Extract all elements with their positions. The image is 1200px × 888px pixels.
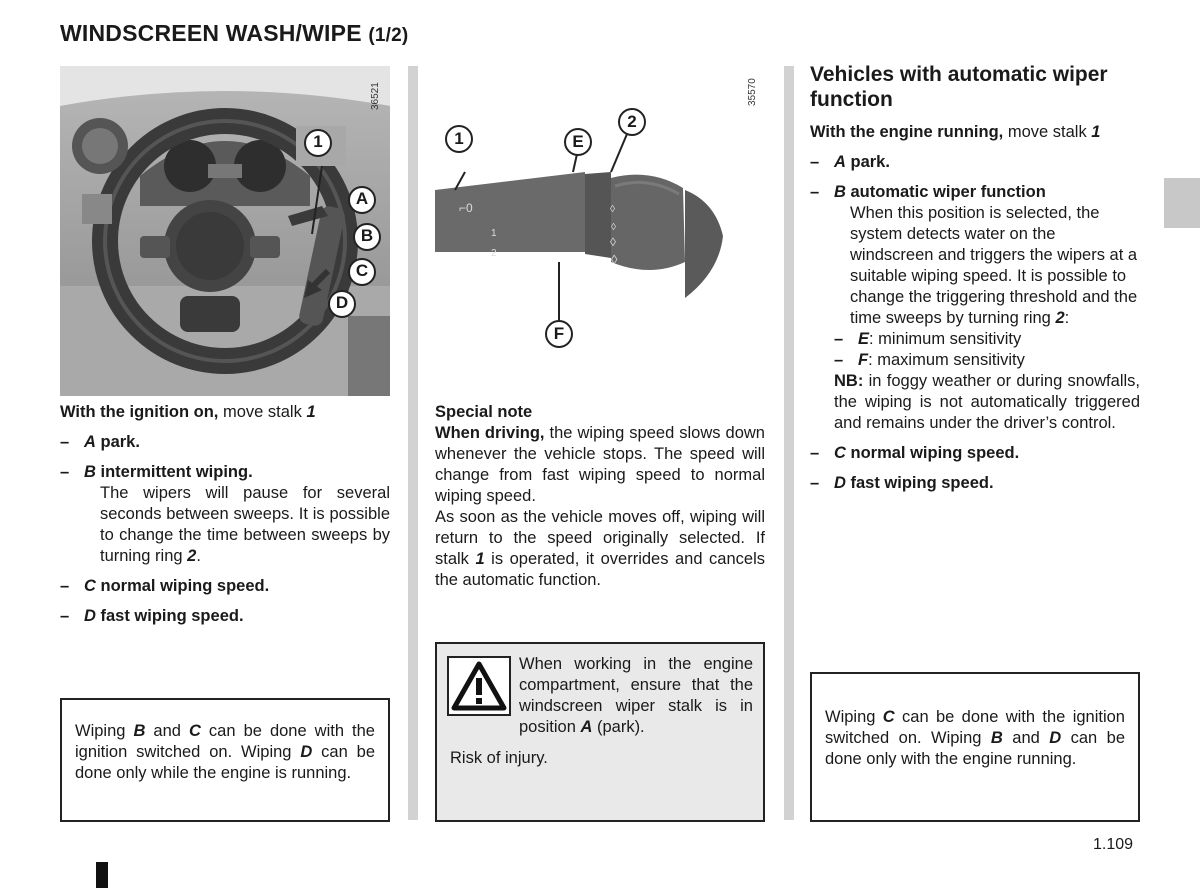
callout-d: D [335, 293, 349, 312]
left-item-c: – C normal wiping speed. [60, 577, 270, 595]
callout-a: A [355, 189, 369, 208]
page-title [60, 20, 408, 47]
corner-crop-mark [96, 862, 108, 888]
right-item-b-label: automatic wiper function [845, 183, 1046, 201]
warning-text-2: (park). [592, 718, 645, 736]
driving-text: the wiping speed slows down whenever the vehicle stops. The speed will change from fast wiping speed to normal wiping speed. [435, 424, 765, 505]
moves-off-stalk: 1 [475, 550, 485, 568]
right-subitem-f: – F: maximum sensitivity [834, 351, 1025, 369]
left-item-b-letter: B [84, 463, 96, 481]
left-item-d-label: fast wiping speed. [95, 607, 244, 625]
right-subitem-f-label: : maximum sensitivity [868, 351, 1025, 369]
moves-off-paragraph [435, 507, 765, 591]
callout-1: 1 [313, 132, 323, 151]
warning-triangle-icon [447, 656, 511, 716]
right-note-c: C [882, 708, 895, 726]
right-nb-label: NB: [834, 372, 864, 390]
left-item-b-label: intermittent wiping. [95, 463, 253, 481]
auto-wiper-heading: Vehicles with automatic wiper function [810, 63, 1108, 111]
left-item-a-letter: A [84, 433, 96, 451]
right-item-d-label: fast wiping speed. [845, 474, 994, 492]
left-note-b: B [133, 722, 146, 740]
left-b-detail-end: . [196, 547, 201, 565]
left-item-c-label: normal wiping speed. [95, 577, 270, 595]
right-intro-bold: With the engine running, [810, 123, 1004, 141]
page-title-suffix: (1/2) [368, 25, 409, 46]
right-item-a: – A park. [810, 153, 890, 171]
right-note-b: B [990, 729, 1003, 747]
left-note-d: D [300, 743, 313, 761]
left-note-t2: and [145, 722, 189, 740]
driving-paragraph [435, 423, 765, 507]
left-intro-stalk: 1 [306, 403, 316, 421]
svg-text:2: 2 [491, 248, 497, 259]
callout-1-stalk: 1 [454, 129, 464, 148]
right-b-detail-ring: 2 [1055, 309, 1065, 327]
left-b-detail-ring: 2 [187, 547, 197, 565]
middle-column-text [435, 402, 765, 591]
warning-box [435, 642, 765, 822]
right-note-t3: and [1002, 729, 1050, 747]
right-item-a-label: park. [845, 153, 890, 171]
right-note-t4: can be done only with the engine running. [825, 729, 1126, 768]
right-b-detail-end: : [1064, 309, 1070, 327]
left-note-t3: can be done with the ignition switched on. Wiping [75, 722, 375, 761]
left-note-t1: Wiping [75, 722, 134, 740]
wiper-stalk-illustration [435, 66, 765, 366]
right-item-a-letter: A [834, 153, 846, 171]
right-b-detail-text: When this position is selected, the system detects water on the windscreen and triggers the wipers at a suitable wiping speed. It is possible to change the triggering threshold and the time sweeps by turning ring [850, 204, 1138, 327]
special-note-title-text: Special note [435, 403, 533, 421]
image-code-36521: 36521 [370, 82, 381, 110]
steering-wheel-illustration [60, 66, 390, 396]
right-intro [810, 122, 1140, 143]
right-item-b: – B automatic wiper function [810, 183, 1046, 201]
right-nb-paragraph [810, 371, 1140, 434]
svg-text:◊: ◊ [610, 235, 616, 249]
left-item-a-label: park. [95, 433, 140, 451]
right-note-box [810, 672, 1140, 822]
left-item-d-letter: D [84, 607, 96, 625]
right-note-d: D [1049, 729, 1062, 747]
callout-2-ring: 2 [627, 112, 637, 131]
left-note-t4: can be done only while the engine is running. [75, 743, 375, 782]
warning-text-1: When working in the engine compartment, ensure that the windscreen wiper stalk is in position [519, 655, 753, 736]
wiper-stalk-drawing [435, 66, 765, 366]
right-subitem-e: – E: minimum sensitivity [834, 330, 1022, 348]
right-item-b-letter: B [834, 183, 846, 201]
moves-off-text-1: As soon as the vehicle moves off, wiping will return to the speed originally selected. If stalk [435, 508, 765, 568]
svg-text:◊: ◊ [611, 222, 616, 233]
right-item-d-letter: D [834, 474, 846, 492]
right-subitem-e-label: : minimum sensitivity [869, 330, 1022, 348]
page-number: 1.109 [1093, 836, 1134, 853]
right-subitem-f-letter: F [858, 351, 869, 369]
right-item-b-detail [810, 203, 1140, 329]
right-subitem-e-letter: E [858, 330, 870, 348]
right-intro-stalk: 1 [1091, 123, 1101, 141]
right-item-c: – C normal wiping speed. [810, 444, 1020, 462]
callout-b: B [360, 226, 374, 245]
left-item-c-letter: C [84, 577, 96, 595]
column-divider-right [784, 66, 794, 820]
left-intro [60, 402, 390, 423]
callout-c: C [355, 261, 369, 280]
left-note-box [60, 698, 390, 822]
page-title-main: WINDSCREEN WASH/WIPE [60, 20, 362, 46]
right-nb-text: in foggy weather or during snowfalls, the wiping is not automatically triggered and remains under the driver’s control. [834, 372, 1140, 432]
left-intro-rest: move stalk [218, 403, 307, 421]
svg-text:1: 1 [491, 228, 497, 239]
special-note-title [435, 402, 765, 423]
right-item-c-label: normal wiping speed. [845, 444, 1020, 462]
right-item-c-letter: C [834, 444, 846, 462]
side-tab-marker [1164, 178, 1200, 228]
left-item-b: – B intermittent wiping. [60, 463, 253, 481]
right-item-d: – D fast wiping speed. [810, 474, 994, 492]
right-note-t1: Wiping [825, 708, 883, 726]
svg-text:◊: ◊ [610, 204, 615, 215]
right-column-text [810, 122, 1140, 494]
warning-risk: Risk of injury. [450, 749, 548, 767]
warning-position-a: A [580, 718, 593, 736]
left-item-b-detail [60, 483, 390, 567]
left-b-detail-text: The wipers will pause for several seconds between sweeps. It is possible to change the time between sweeps by turning ring [100, 484, 390, 565]
callout-e: E [572, 132, 584, 151]
left-intro-bold: With the ignition on, [60, 403, 219, 421]
warning-text [519, 654, 753, 738]
left-item-d: – D fast wiping speed. [60, 607, 244, 625]
callout-f: F [553, 324, 565, 343]
svg-text:◊: ◊ [611, 252, 618, 267]
left-item-a: – A park. [60, 433, 140, 451]
steering-wheel-drawing [60, 66, 390, 396]
image-code-35570: 35570 [747, 78, 758, 106]
svg-text:⌐0: ⌐0 [459, 201, 473, 215]
driving-bold: When driving, [435, 424, 545, 442]
column-divider-left [408, 66, 418, 820]
left-column-text [60, 402, 390, 627]
right-intro-rest: move stalk [1003, 123, 1092, 141]
moves-off-text-2: is operated, it overrides and cancels the automatic function. [435, 550, 765, 589]
left-note-c: C [188, 722, 201, 740]
right-note-t2: can be done with the ignition switched on. Wiping [825, 708, 1125, 747]
